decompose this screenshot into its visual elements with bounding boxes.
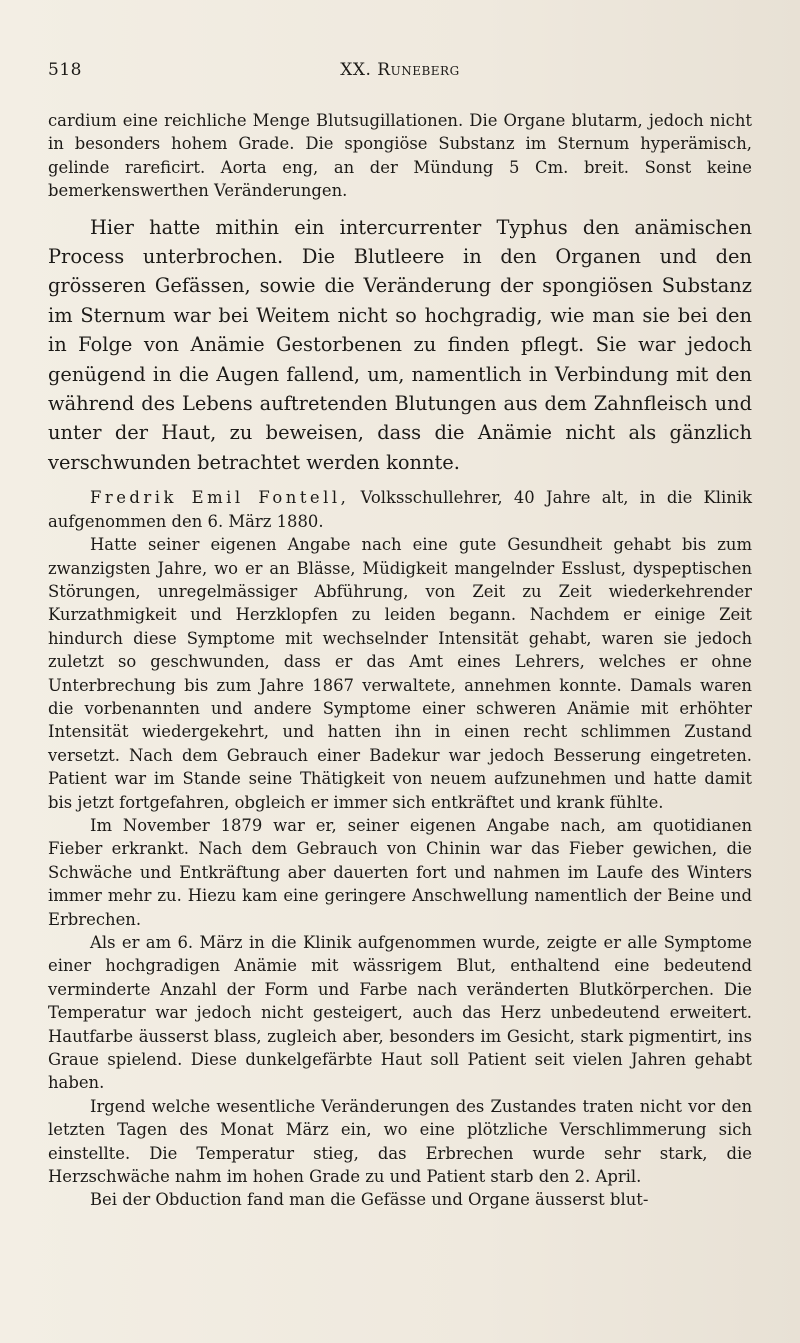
paragraph-obduction-findings: cardium eine reichliche Menge Blutsugillationen. Die Organe blutarm, jedoch nicht in besonders hohem Grade. Die spongiöse Substanz im Sternum hyperämisch, gelinde rareficirt. Aorta eng, an der Mündung 5 Cm. breit. Sonst keine bemerkenswerthen Veränderungen. <box>48 111 752 201</box>
running-title: XX. Runeberg <box>340 60 460 80</box>
paragraph-patient-intro <box>48 486 752 533</box>
paragraph-history: Hatte seiner eigenen Angabe nach eine gute Gesundheit gehabt bis zum zwanzigsten Jahre, wo er an Blässe, Müdigkeit mangelnder Esslust, dyspeptischen Störungen, unregelmässiger Abführung, von Zeit zu Zeit wiederkehrender Kurzathmigkeit und Herzklopfen zu leiden begann. Nachdem er einige Zeit hindurch diese Symptome mit wechselnder Intensität gehabt, waren sie jedoch zuletzt so geschwunden, dass er das Amt eines Lehrers, welches er ohne Unterbrechung bis zum Jahre 1867 verwaltete, annehmen konnte. Damals waren die vorbenannten und andere Symptome einer schweren Anämie mit erhöhter Intensität wiedergekehrt, und hatten ihn in einen recht schlimmen Zustand versetzt. Nach dem Gebrauch einer Badekur war jedoch Besserung eingetreten. Patient war im Stande seine Thätigkeit von neuem aufzunehmen und hatte damit bis jetzt fortgefahren, obgleich er immer sich entkräftet und krank fühlte. <box>48 535 752 812</box>
paragraph-deterioration: Irgend welche wesentliche Veränderungen des Zustandes traten nicht vor den letzten Tagen des Monat März ein, wo eine plötzliche Verschlimmerung sich einstellte. Die Temperatur stieg, das Erbrechen wurde sehr stark, die Herzschwäche nahm im hohen Grade zu und Patient starb den 2. April. <box>48 1096 752 1187</box>
paragraph-fever: Im November 1879 war er, seiner eigenen Angabe nach, am quotidianen Fieber erkrankt. Nach dem Gebrauch von Chinin war das Fieber gewichen, die Schwäche und Entkräftung aber dauerten fort und nahmen im Laufe des Winters immer mehr zu. Hiezu kam eine geringere Anschwellung namentlich der Beine und Erbrechen. <box>48 815 752 929</box>
patient-intro-text: Volksschullehrer, 40 Jahre alt, in die Klinik aufgenommen den 6. März 1880. <box>48 488 753 531</box>
running-head <box>48 60 752 90</box>
paragraph-typhus-conclusion: Hier hatte mithin ein intercurrenter Typhus den anämischen Process unterbrochen. Die Blutleere in den Organen und den grösseren Gefässen, sowie die Veränderung der spongiösen Substanz im Sternum war bei Weitem nicht so hochgradig, wie man sie bei den in Folge von Anämie Gestorbenen zu finden pflegt. Sie war jedoch genügend in die Augen fallend, um, namentlich in Verbindung mit den während des Lebens auftretenden Blutungen aus dem Zahnfleisch und unter der Haut, zu beweisen, dass die Anämie nicht als gänzlich verschwunden betrachtet werden konnte. <box>48 215 752 474</box>
patient-name: Fredrik Emil Fontell, <box>90 488 350 508</box>
paragraph-admission: Als er am 6. März in die Klinik aufgenommen wurde, zeigte er alle Symptome einer hochgradigen Anämie mit wässrigem Blut, enthaltend eine bedeutend verminderte Anzahl der Form und Farbe nach veränderten Blutkörperchen. Die Temperatur war jedoch nicht gesteigert, auch das Herz unbedeutend erweitert. Hautfarbe äusserst blass, zugleich aber, besonders im Gesicht, stark pigmentirt, ins Graue spielend. Diese dunkelgefärbte Haut soll Patient seit vielen Jahren gehabt haben. <box>48 933 752 1093</box>
paragraph-obduction-start: Bei der Obduction fand man die Gefässe und Organe äusserst blut- <box>90 1190 649 1210</box>
page-number: 518 <box>48 60 82 80</box>
